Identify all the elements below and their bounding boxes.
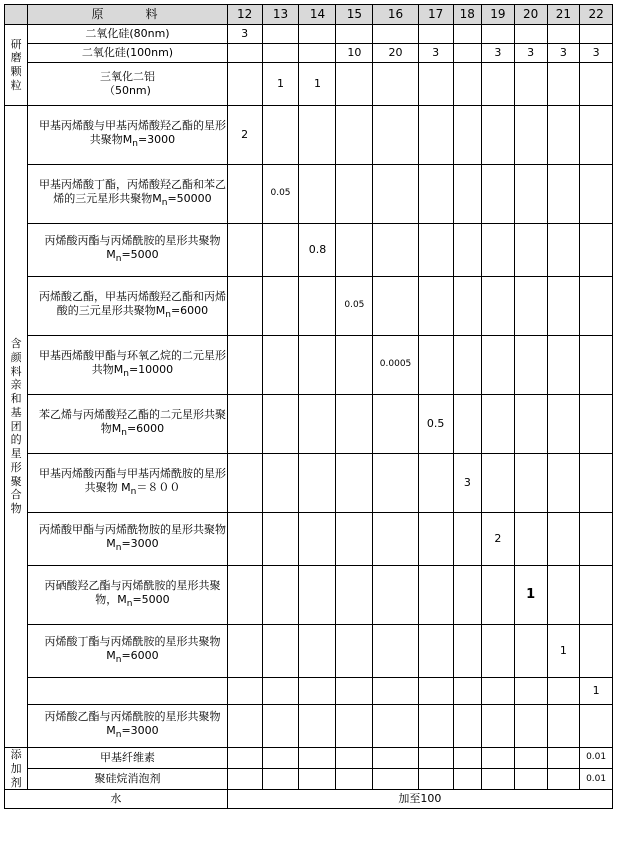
value-cell — [299, 336, 336, 395]
value-cell — [482, 106, 515, 165]
value-cell — [262, 566, 299, 625]
value-cell — [514, 769, 547, 790]
value-cell — [547, 566, 580, 625]
value-cell — [227, 513, 262, 566]
value-cell — [453, 769, 482, 790]
value-cell — [262, 44, 299, 63]
value-cell — [547, 224, 580, 277]
value-cell — [482, 165, 515, 224]
value-cell — [580, 277, 613, 336]
value-cell — [336, 395, 373, 454]
value-cell — [547, 748, 580, 769]
value-cell — [336, 454, 373, 513]
value-cell — [514, 165, 547, 224]
group-char: 的 — [10, 433, 22, 447]
material-name: 聚硅烷消泡剂 — [28, 769, 228, 790]
value-cell — [336, 165, 373, 224]
value-cell — [514, 63, 547, 106]
value-cell — [373, 748, 418, 769]
value-cell — [373, 705, 418, 748]
value-cell: 3 — [514, 44, 547, 63]
value-cell — [580, 566, 613, 625]
value-cell — [547, 106, 580, 165]
value-cell — [262, 336, 299, 395]
value-cell — [262, 513, 299, 566]
group-char: 聚 — [10, 474, 22, 488]
value-cell — [580, 705, 613, 748]
value-cell — [227, 277, 262, 336]
value-cell — [262, 625, 299, 678]
header-col-19: 19 — [482, 5, 515, 25]
group-char: 亲 — [10, 378, 22, 392]
table-row — [5, 748, 613, 769]
value-cell — [227, 63, 262, 106]
value-cell: 3 — [482, 44, 515, 63]
value-cell — [373, 106, 418, 165]
value-cell: 3 — [227, 25, 262, 44]
value-cell: 1 — [514, 566, 547, 625]
header-col-15: 15 — [336, 5, 373, 25]
table-row — [5, 566, 613, 625]
value-cell — [580, 513, 613, 566]
value-cell: 0.01 — [580, 769, 613, 790]
value-cell — [336, 566, 373, 625]
value-cell — [418, 165, 453, 224]
material-name: 丙烯酸丙酯与丙烯酰胺的星形共聚物$M_n=5000$ — [28, 224, 228, 277]
value-cell — [299, 44, 336, 63]
header-col-22: 22 — [580, 5, 613, 25]
group-label-additive — [5, 748, 28, 790]
header-col-13: 13 — [262, 5, 299, 25]
value-cell — [482, 678, 515, 705]
table-row — [5, 25, 613, 44]
header-col-20: 20 — [514, 5, 547, 25]
value-cell — [580, 336, 613, 395]
value-cell: 1 — [580, 678, 613, 705]
value-cell — [547, 277, 580, 336]
value-cell: 1 — [547, 625, 580, 678]
group-char: 添 — [10, 748, 22, 761]
value-cell — [373, 25, 418, 44]
value-cell: 0.05 — [336, 277, 373, 336]
value-cell — [482, 25, 515, 44]
group-char: 团 — [10, 419, 22, 433]
value-cell — [482, 336, 515, 395]
value-cell — [299, 566, 336, 625]
value-cell — [262, 25, 299, 44]
value-cell — [547, 454, 580, 513]
value-cell — [453, 224, 482, 277]
value-cell — [482, 454, 515, 513]
value-cell — [580, 106, 613, 165]
value-cell — [514, 336, 547, 395]
value-cell — [453, 336, 482, 395]
value-cell — [514, 395, 547, 454]
value-cell — [547, 63, 580, 106]
value-cell — [453, 566, 482, 625]
value-cell — [299, 277, 336, 336]
value-cell — [547, 705, 580, 748]
value-cell — [299, 25, 336, 44]
value-cell — [482, 705, 515, 748]
group-char: 加 — [10, 761, 22, 775]
value-cell: 3 — [418, 44, 453, 63]
value-cell — [547, 678, 580, 705]
value-cell — [580, 224, 613, 277]
value-cell: 10 — [336, 44, 373, 63]
group-char: 研 — [10, 37, 22, 51]
value-cell — [482, 769, 515, 790]
group-label-abrasive — [5, 25, 28, 106]
group-char: 合 — [10, 488, 22, 502]
header-col-16: 16 — [373, 5, 418, 25]
header-col-21: 21 — [547, 5, 580, 25]
formulation-table — [4, 4, 613, 809]
value-cell — [482, 63, 515, 106]
value-cell — [453, 705, 482, 748]
value-cell — [299, 454, 336, 513]
table-row — [5, 395, 613, 454]
value-cell — [336, 705, 373, 748]
value-cell — [418, 63, 453, 106]
material-name: 二氧化硅(80nm) — [28, 25, 228, 44]
value-cell — [373, 513, 418, 566]
material-name: 丙烯酸乙酯，甲基丙烯酸羟乙酯和丙烯酸的三元星形共聚物$M_n=6000$ — [28, 277, 228, 336]
table-row — [5, 63, 613, 106]
value-cell — [227, 336, 262, 395]
value-cell — [373, 454, 418, 513]
material-name: 甲基纤维素 — [28, 748, 228, 769]
value-cell — [373, 224, 418, 277]
value-cell — [299, 395, 336, 454]
value-cell — [299, 769, 336, 790]
value-cell — [453, 748, 482, 769]
value-cell — [514, 513, 547, 566]
value-cell — [227, 44, 262, 63]
value-cell — [299, 625, 336, 678]
value-cell: 0.8 — [299, 224, 336, 277]
value-cell — [227, 705, 262, 748]
value-cell: 0.05 — [262, 165, 299, 224]
value-cell — [418, 454, 453, 513]
value-cell — [373, 63, 418, 106]
value-cell — [580, 165, 613, 224]
table-row — [5, 277, 613, 336]
value-cell — [547, 25, 580, 44]
table-row — [5, 106, 613, 165]
header-col-12: 12 — [227, 5, 262, 25]
value-cell — [418, 106, 453, 165]
material-name: 丙烯酸乙酯与丙烯酰胺的星形共聚物$M_n=3000$ — [28, 705, 228, 748]
value-cell: 0.01 — [580, 748, 613, 769]
water-label: 水 — [5, 790, 228, 809]
value-cell — [299, 106, 336, 165]
group-char: 颗 — [10, 65, 22, 78]
value-cell — [453, 277, 482, 336]
value-cell: 0.0005 — [373, 336, 418, 395]
value-cell — [580, 395, 613, 454]
value-cell — [418, 566, 453, 625]
header-col-14: 14 — [299, 5, 336, 25]
value-cell — [262, 454, 299, 513]
group-char: 形 — [10, 460, 22, 474]
value-cell — [418, 678, 453, 705]
value-cell: 3 — [547, 44, 580, 63]
value-cell — [418, 224, 453, 277]
value-cell — [373, 625, 418, 678]
value-cell — [514, 25, 547, 44]
material-line-1: 三氧化二铝 — [99, 70, 155, 84]
value-cell — [373, 277, 418, 336]
header-col-17: 17 — [418, 5, 453, 25]
material-name: 二氧化硅(100nm) — [28, 44, 228, 63]
table-row — [5, 44, 613, 63]
value-cell — [453, 678, 482, 705]
group-char: 颜 — [10, 350, 22, 364]
value-cell — [373, 678, 418, 705]
value-cell — [547, 165, 580, 224]
value-cell — [580, 63, 613, 106]
group-char: 含 — [10, 337, 22, 351]
value-cell — [336, 224, 373, 277]
value-cell — [336, 748, 373, 769]
table-row — [5, 625, 613, 678]
value-cell — [336, 336, 373, 395]
value-cell — [336, 513, 373, 566]
value-cell — [418, 769, 453, 790]
material-name: 甲基丙烯酸丁酯，丙烯酸羟乙酯和苯乙烯的三元星形共聚物$M_n=50000$ — [28, 165, 228, 224]
group-char: 磨 — [10, 51, 22, 65]
table-row — [5, 769, 613, 790]
value-cell: 1 — [299, 63, 336, 106]
value-cell — [547, 395, 580, 454]
value-cell — [514, 106, 547, 165]
value-cell — [373, 769, 418, 790]
value-cell — [547, 769, 580, 790]
value-cell — [262, 106, 299, 165]
group-char: 物 — [10, 502, 22, 516]
value-cell — [373, 566, 418, 625]
value-cell — [453, 165, 482, 224]
value-cell — [336, 678, 373, 705]
material-name: 苯乙烯与丙烯酸羟乙酯的二元星形共聚物$M_n=6000$ — [28, 395, 228, 454]
value-cell: 2 — [482, 513, 515, 566]
value-cell — [580, 454, 613, 513]
value-cell — [373, 165, 418, 224]
group-label-star-polymer — [5, 106, 28, 748]
value-cell — [373, 395, 418, 454]
water-row — [5, 790, 613, 809]
value-cell — [514, 625, 547, 678]
value-cell — [418, 25, 453, 44]
material-name: 甲基西烯酸甲酯与环氧乙烷的二元星形共物$M_n=10000$ — [28, 336, 228, 395]
value-cell — [227, 748, 262, 769]
material-name: 丙烯酸甲酯与丙烯酰物胺的星形共聚物$M_n=3000$ — [28, 513, 228, 566]
value-cell: 3 — [453, 454, 482, 513]
material-name: 丙硒酸羟乙酯与丙烯酰胺的星形共聚物，$M_n=5000$ — [28, 566, 228, 625]
value-cell — [336, 625, 373, 678]
value-cell — [482, 625, 515, 678]
group-char: 基 — [10, 405, 22, 419]
value-cell — [262, 705, 299, 748]
value-cell — [482, 566, 515, 625]
value-cell — [299, 678, 336, 705]
value-cell — [514, 454, 547, 513]
group-char: 和 — [10, 392, 22, 406]
value-cell — [453, 625, 482, 678]
value-cell — [514, 705, 547, 748]
value-cell — [262, 748, 299, 769]
material-name: 丙烯酸丁酯与丙烯酰胺的星形共聚物 $M_n=6000$ — [28, 625, 228, 678]
value-cell — [514, 277, 547, 336]
table-row — [5, 336, 613, 395]
value-cell — [227, 224, 262, 277]
value-cell — [262, 277, 299, 336]
value-cell — [262, 678, 299, 705]
value-cell — [336, 25, 373, 44]
value-cell — [514, 224, 547, 277]
header-material-col: 原 料 — [28, 5, 228, 25]
group-char: 剂 — [10, 775, 22, 789]
table-row — [5, 454, 613, 513]
value-cell — [482, 748, 515, 769]
value-cell — [262, 769, 299, 790]
value-cell — [336, 769, 373, 790]
value-cell — [482, 277, 515, 336]
value-cell — [418, 748, 453, 769]
header-col-18: 18 — [453, 5, 482, 25]
value-cell — [299, 165, 336, 224]
value-cell — [482, 224, 515, 277]
group-char: 星 — [10, 447, 22, 461]
value-cell — [227, 566, 262, 625]
value-cell — [418, 513, 453, 566]
material-name: 甲基丙烯酸丙酯与甲基丙烯酰胺的星形共聚物 $M_n=800$ — [28, 454, 228, 513]
value-cell — [580, 625, 613, 678]
value-cell — [336, 106, 373, 165]
material-name — [28, 678, 228, 705]
value-cell — [418, 336, 453, 395]
material-name — [28, 63, 228, 106]
value-cell — [336, 63, 373, 106]
value-cell — [453, 513, 482, 566]
value-cell: 20 — [373, 44, 418, 63]
value-cell — [418, 625, 453, 678]
value-cell — [418, 277, 453, 336]
table-row — [5, 705, 613, 748]
value-cell — [453, 63, 482, 106]
value-cell — [453, 44, 482, 63]
value-cell — [227, 769, 262, 790]
material-line-2: （50nm) — [103, 84, 151, 97]
table-row — [5, 224, 613, 277]
table-row — [5, 513, 613, 566]
value-cell — [580, 25, 613, 44]
value-cell — [453, 25, 482, 44]
value-cell — [547, 336, 580, 395]
header-group-col — [5, 5, 28, 25]
table-row — [5, 678, 613, 705]
water-value: 加至100 — [227, 790, 612, 809]
value-cell — [299, 705, 336, 748]
value-cell — [547, 513, 580, 566]
value-cell — [299, 748, 336, 769]
value-cell — [482, 395, 515, 454]
value-cell: 1 — [262, 63, 299, 106]
value-cell — [514, 748, 547, 769]
value-cell — [262, 395, 299, 454]
group-char: 粒 — [10, 78, 22, 92]
value-cell — [227, 678, 262, 705]
value-cell — [453, 106, 482, 165]
value-cell — [227, 165, 262, 224]
value-cell — [227, 454, 262, 513]
value-cell — [299, 513, 336, 566]
value-cell — [418, 705, 453, 748]
value-cell — [262, 224, 299, 277]
value-cell: 0.5 — [418, 395, 453, 454]
value-cell — [453, 395, 482, 454]
table-header-row — [5, 5, 613, 25]
value-cell: 2 — [227, 106, 262, 165]
value-cell — [227, 395, 262, 454]
value-cell — [514, 678, 547, 705]
table-row — [5, 165, 613, 224]
group-char: 料 — [10, 364, 22, 378]
value-cell: 3 — [580, 44, 613, 63]
material-name: 甲基丙烯酸与甲基丙烯酸羟乙酯的星形共聚物$M_n=3000$ — [28, 106, 228, 165]
value-cell — [227, 625, 262, 678]
